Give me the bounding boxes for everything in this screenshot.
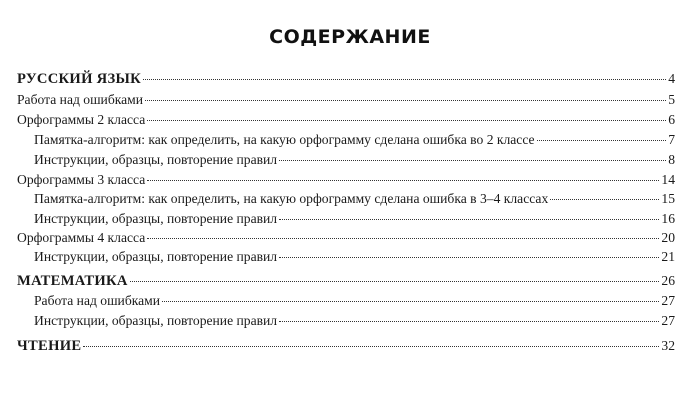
toc-page-number: 27: [661, 313, 675, 328]
toc-page-number: 21: [661, 249, 675, 264]
dot-leader: [143, 79, 666, 80]
toc-entry-title: Орфограммы 3 класса: [17, 172, 146, 187]
dot-leader: [550, 199, 659, 200]
dot-leader: [279, 321, 659, 322]
toc-page-number: 27: [661, 293, 675, 308]
toc-entry[interactable]: [0, 91, 700, 109]
toc-entry-title: Работа над ошибками: [34, 293, 161, 308]
toc-entry-title: Инструкции, образцы, повторение правил: [34, 152, 278, 167]
toc-entry-title: ЧТЕНИЕ: [17, 338, 82, 354]
dot-leader: [130, 281, 660, 282]
dot-leader: [279, 219, 659, 220]
toc-page-number: 16: [661, 211, 675, 226]
toc-section-math[interactable]: [0, 272, 700, 290]
toc-section-russian[interactable]: [0, 70, 700, 88]
page-title: СОДЕРЖАНИЕ: [269, 26, 431, 48]
toc-entry[interactable]: [0, 151, 700, 169]
toc-entry[interactable]: [0, 312, 700, 330]
toc-entry[interactable]: [0, 190, 700, 208]
dot-leader: [147, 120, 666, 121]
dot-leader: [147, 238, 659, 239]
toc-entry[interactable]: [0, 111, 700, 129]
toc-page-number: 8: [668, 152, 675, 167]
toc-page-number: 26: [661, 273, 675, 288]
toc-entry[interactable]: [0, 229, 700, 247]
toc-entry[interactable]: [0, 131, 700, 149]
toc-entry-title: Орфограммы 4 класса: [17, 230, 146, 245]
toc-entry-title: МАТЕМАТИКА: [17, 273, 128, 289]
toc-page-number: 32: [661, 338, 675, 353]
toc-entry[interactable]: [0, 248, 700, 266]
toc-entry-title: Памятка-алгоритм: как определить, на какую орфограмму сделана ошибка во 2 классе: [34, 132, 535, 147]
toc-entry[interactable]: [0, 171, 700, 189]
toc-page-number: 4: [668, 71, 675, 86]
dot-leader: [162, 301, 659, 302]
toc-entry-title: Инструкции, образцы, повторение правил: [34, 249, 278, 264]
toc-entry[interactable]: [0, 210, 700, 228]
toc-page-number: 20: [661, 230, 675, 245]
dot-leader: [145, 100, 666, 101]
toc-entry-title: Работа над ошибками: [17, 92, 144, 107]
toc-page-number: 7: [668, 132, 675, 147]
toc-entry[interactable]: [0, 292, 700, 310]
toc-page-number: 15: [661, 191, 675, 206]
dot-leader: [83, 346, 659, 347]
toc-section-reading[interactable]: [0, 337, 700, 355]
toc-entry-title: РУССКИЙ ЯЗЫК: [17, 71, 142, 87]
toc-page-number: 6: [668, 112, 675, 127]
dot-leader: [147, 180, 659, 181]
toc-entry-title: Инструкции, образцы, повторение правил: [34, 313, 278, 328]
toc-entry-title: Памятка-алгоритм: как определить, на какую орфограмму сделана ошибка в 3–4 классах: [34, 191, 549, 206]
dot-leader: [279, 160, 666, 161]
dot-leader: [537, 140, 667, 141]
toc-entry-title: Инструкции, образцы, повторение правил: [34, 211, 278, 226]
toc-page-number: 5: [668, 92, 675, 107]
toc-entry-title: Орфограммы 2 класса: [17, 112, 146, 127]
dot-leader: [279, 257, 659, 258]
toc-page-number: 14: [661, 172, 675, 187]
